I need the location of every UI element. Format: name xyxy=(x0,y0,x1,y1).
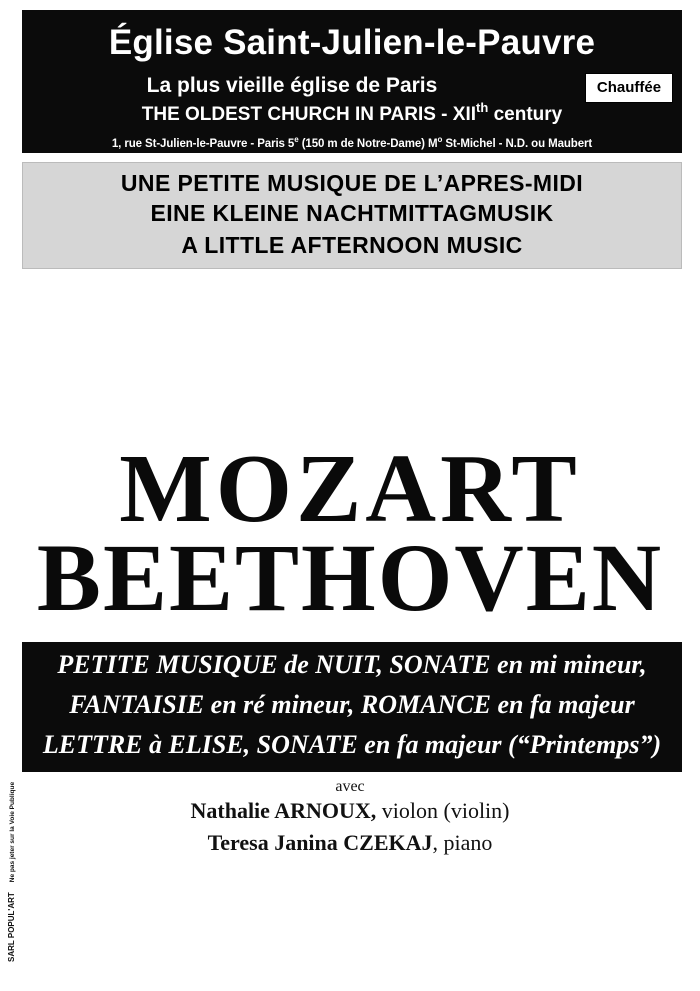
heated-badge: Chauffée xyxy=(585,73,673,103)
composer-mozart: MOZART xyxy=(119,435,581,543)
address-part-1: 1, rue St-Julien-le-Pauvre - Paris 5 xyxy=(111,137,295,150)
printer-name: SARL POPUL'ART xyxy=(7,892,16,962)
title-german: EINE KLEINE NACHTMITTAGMUSIK xyxy=(150,200,554,226)
address-sup-2: o xyxy=(437,135,443,144)
address-part-2: (150 m de Notre-Dame) M xyxy=(298,137,438,150)
title-english: A LITTLE AFTERNOON MUSIC xyxy=(181,232,523,258)
performer-piano xyxy=(0,830,700,856)
program-box xyxy=(22,642,682,772)
church-name: Église Saint-Julien-le-Pauvre xyxy=(108,23,596,62)
address xyxy=(22,135,682,150)
printer-credit xyxy=(7,782,16,962)
subtitle-english-sup: th xyxy=(476,100,489,115)
program-line: LETTRE à ELISE, SONATE en fa majeur (“Printemps”) xyxy=(42,730,662,759)
littering-notice: Ne pas jeter sur la Voie Publique xyxy=(9,781,16,883)
subtitle-english-main: THE OLDEST CHURCH IN PARIS - XII xyxy=(141,104,477,125)
address-sup-1: e xyxy=(294,135,299,144)
performer-role: , piano xyxy=(432,830,493,855)
church-header xyxy=(22,10,682,153)
performer-name: Teresa Janina CZEKAJ xyxy=(207,830,433,855)
address-part-3: St-Michel - N.D. ou Maubert xyxy=(442,137,593,150)
performer-name: Nathalie ARNOUX, xyxy=(190,798,377,823)
program-line: FANTAISIE en ré mineur, ROMANCE en fa majeur xyxy=(69,690,635,719)
performer-role: violon (violin) xyxy=(376,798,510,823)
subtitle-english-tail: century xyxy=(488,104,563,125)
composer-beethoven: BEETHOVEN xyxy=(36,524,664,631)
concert-title-box xyxy=(22,162,682,269)
program-line: PETITE MUSIQUE de NUIT, SONATE en mi mineur, xyxy=(57,650,647,679)
subtitle-english xyxy=(22,100,682,126)
title-french: UNE PETITE MUSIQUE DE L’APRES-MIDI xyxy=(120,170,584,196)
subtitle-french: La plus vieille église de Paris xyxy=(146,74,438,97)
with-label: avec xyxy=(335,778,365,795)
performer-violin xyxy=(0,798,700,824)
